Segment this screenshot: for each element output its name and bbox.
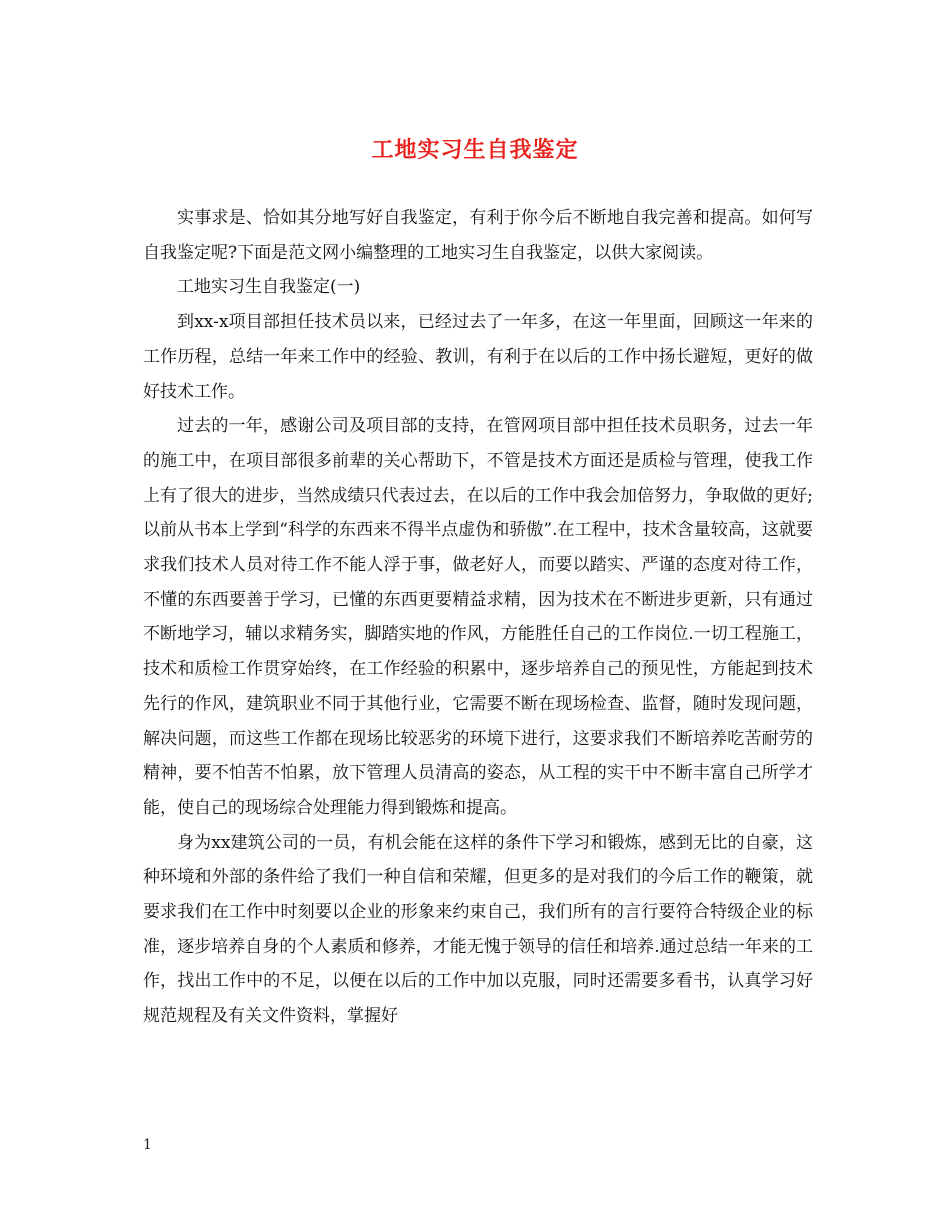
page-number: 1 (143, 1137, 152, 1153)
document-title: 工地实习生自我鉴定 (371, 137, 579, 163)
section-heading: 工地实习生自我鉴定(一) (177, 277, 361, 298)
body-paragraph-1: 到xx-x项目部担任技术员以来，已经过去了一年多，在这一年里面，回顾这一年来的工作历程，总结一年来工作中的经验、教训，有利于在以后的工作中扬长避短，更好的做好技术工作。 (143, 312, 813, 402)
document-body (143, 201, 813, 1034)
intro-paragraph: 实事求是、恰如其分地写好自我鉴定，有利于你今后不断地自我完善和提高。如何写自我鉴定呢?下面是范文网小编整理的工地实习生自我鉴定，以供大家阅读。 (143, 208, 813, 263)
body-paragraph-3: 身为xx建筑公司的一员，有机会能在这样的条件下学习和锻炼，感到无比的自豪，这种环境和外部的条件给了我们一种自信和荣耀，但更多的是对我们的今后工作的鞭策，就要求我们在工作中时刻要以企业的形象来约束自己，我们所有的言行要符合特级企业的标准，逐步培养自身的个人素质和修养，才能无愧于领导的信任和培养.通过总结一年来的工作，找出工作中的不足，以便在以后的工作中加以克服，同时还需要多看书，认真学习好规范规程及有关文件资料，掌握好 (143, 832, 813, 1027)
body-paragraph-2: 过去的一年，感谢公司及项目部的支持，在管网项目部中担任技术员职务，过去一年的施工中，在项目部很多前辈的关心帮助下，不管是技术方面还是质检与管理，使我工作上有了很大的进步，当然成绩只代表过去，在以后的工作中我会加倍努力，争取做的更好;以前从书本上学到“科学的东西来不得半点虚伪和骄傲”.在工程中，技术含量较高，这就要求我们技术人员对待工作不能人浮于事，做老好人，而要以踏实、严谨的态度对待工作，不懂的东西要善于学习，已懂的东西更要精益求精，因为技术在不断进步更新，只有通过不断地学习，辅以求精务实，脚踏实地的作风，方能胜任自己的工作岗位.一切工程施工，技术和质检工作贯穿始终，在工作经验的积累中，逐步培养自己的预见性，方能起到技术先行的作风，建筑职业不同于其他行业，它需要不断在现场检查、监督，随时发现问题，解决问题，而这些工作都在现场比较恶劣的环境下进行，这要求我们不断培养吃苦耐劳的精神，要不怕苦不怕累，放下管理人员清高的姿态，从工程的实干中不断丰富自己所学才能，使自己的现场综合处理能力得到锻炼和提高。 (143, 416, 813, 818)
